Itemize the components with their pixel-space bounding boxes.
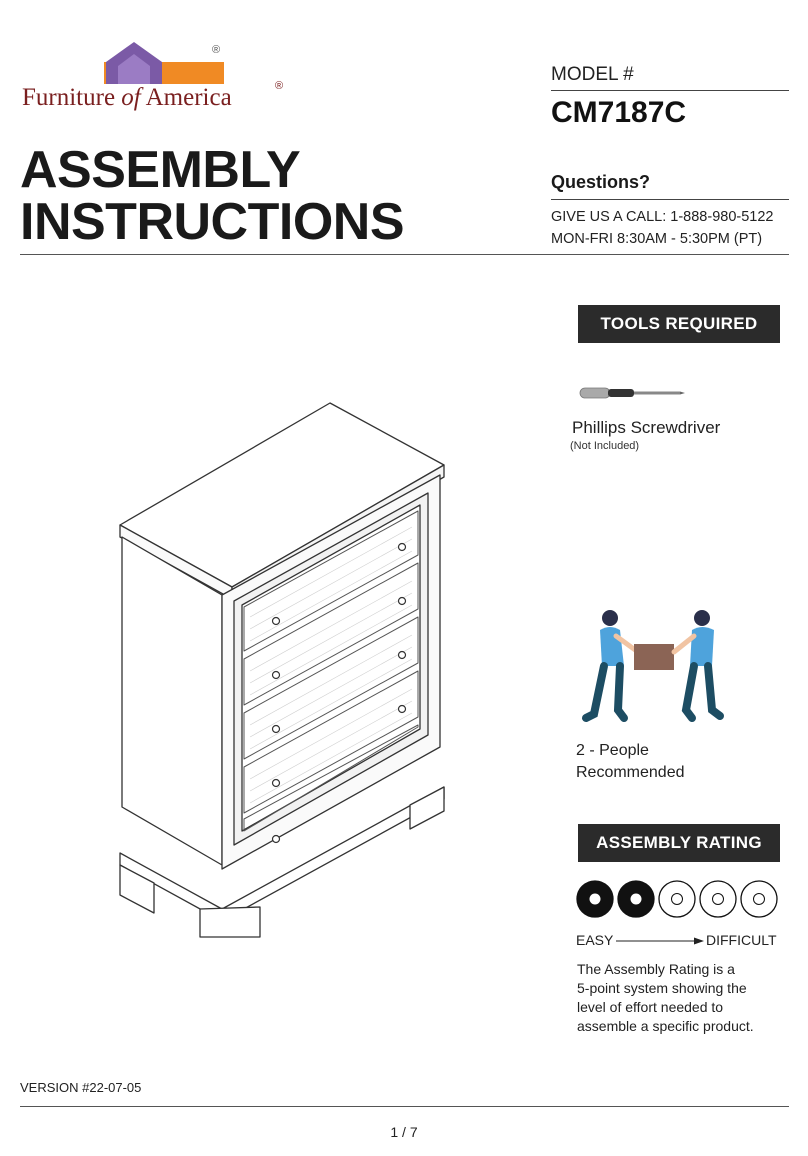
arrow-right-icon bbox=[616, 934, 704, 948]
questions-heading: Questions? bbox=[551, 172, 651, 192]
brand-logo-icon bbox=[104, 40, 228, 86]
model-label: MODEL # bbox=[551, 64, 634, 85]
phone-line: GIVE US A CALL: 1-888-980-5122 bbox=[551, 209, 774, 225]
page-number: 1 / 7 bbox=[390, 1124, 418, 1140]
page-title bbox=[20, 141, 404, 251]
difficult-label: DIFFICULT bbox=[706, 932, 777, 948]
model-number: CM7187C bbox=[551, 96, 687, 129]
header-divider bbox=[20, 254, 789, 255]
tools-required-banner: TOOLS REQUIRED bbox=[578, 305, 780, 343]
contact-info bbox=[551, 206, 773, 250]
registered-mark: ® bbox=[212, 44, 221, 56]
footer-divider bbox=[20, 1106, 789, 1107]
people-line-2: Recommended bbox=[576, 764, 685, 781]
divider bbox=[551, 199, 789, 200]
people-line-1: 2 - People bbox=[576, 742, 649, 759]
version-label: VERSION #22-07-05 bbox=[20, 1080, 142, 1095]
screwdriver-icon bbox=[578, 383, 686, 403]
brand-name: Furniture of America bbox=[22, 84, 232, 111]
divider bbox=[551, 90, 789, 91]
easy-label: EASY bbox=[576, 932, 614, 948]
title-line-2: INSTRUCTIONS bbox=[20, 193, 404, 251]
rating-description: The Assembly Rating is a 5-point system showing the level of effort needed to assemble a specific product. bbox=[577, 961, 754, 1034]
rating-circles bbox=[576, 880, 782, 918]
hours-line: MON-FRI 8:30AM - 5:30PM (PT) bbox=[551, 231, 763, 247]
tool-note: (Not Included) bbox=[570, 440, 640, 452]
rating-circle-empty bbox=[659, 881, 695, 917]
assembly-rating-banner: ASSEMBLY RATING bbox=[578, 824, 780, 862]
registered-mark: ® bbox=[275, 80, 284, 92]
rating-circle-filled bbox=[577, 881, 613, 917]
rating-circle-empty bbox=[741, 881, 777, 917]
people-recommendation bbox=[576, 740, 685, 784]
two-people-carrying-icon bbox=[574, 606, 734, 728]
rating-circle-empty bbox=[700, 881, 736, 917]
title-line-1: ASSEMBLY bbox=[20, 141, 301, 199]
dresser-drawing bbox=[110, 395, 460, 945]
tool-name: Phillips Screwdriver bbox=[572, 418, 721, 437]
rating-circle-filled bbox=[618, 881, 654, 917]
